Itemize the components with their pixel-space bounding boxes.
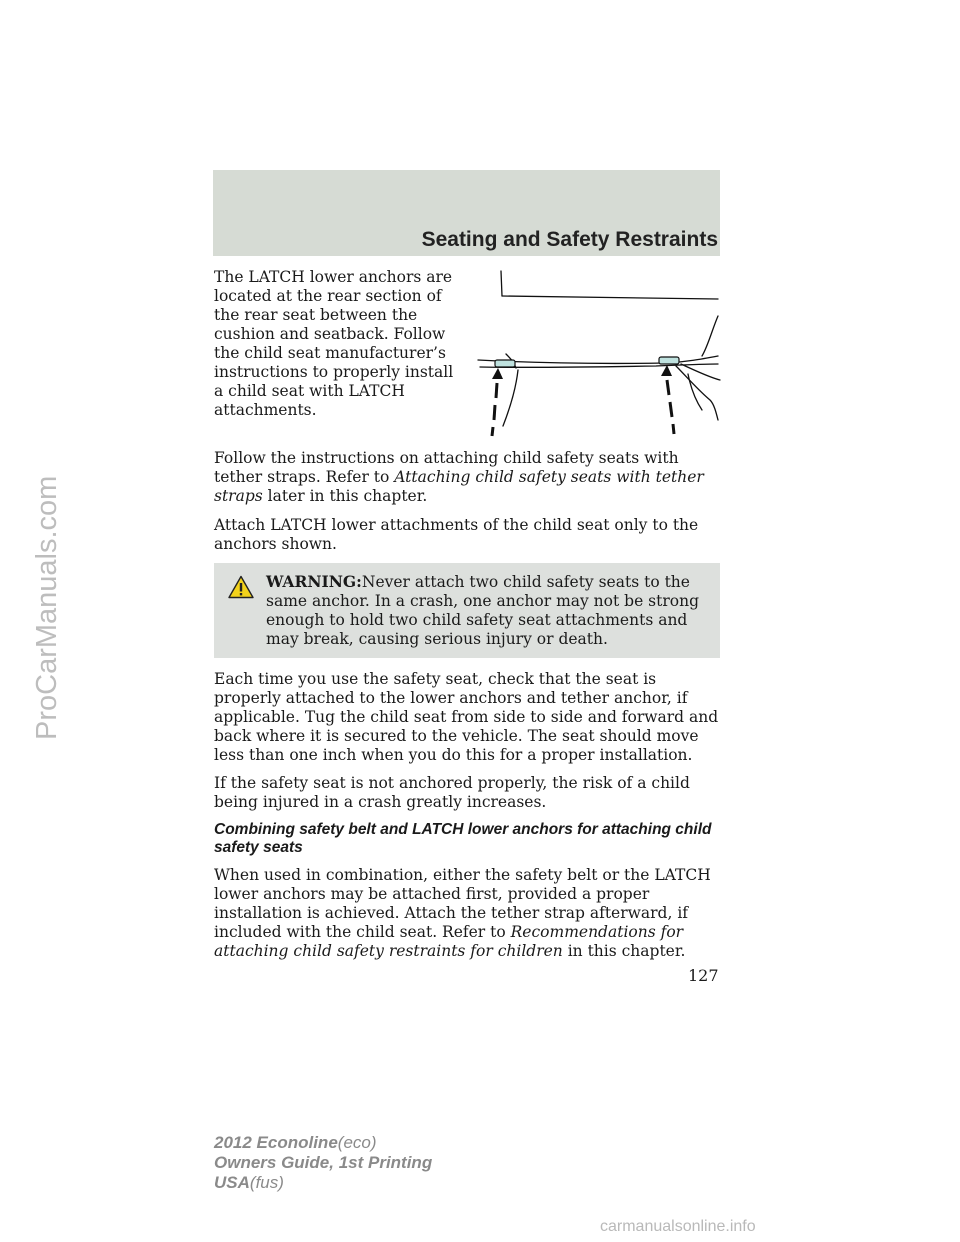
- warning-label: WARNING:: [266, 572, 362, 591]
- intro-paragraph: The LATCH lower anchors are located at the rear section of the rear seat between the cushion and seatback. Follow the child seat manufacturer’s instructions to properly install a child seat with LATCH attachments.: [214, 268, 454, 419]
- combination-text-start: When used in combination, either the safety belt or the LATCH lower anchors may be attached first, provided a proper installation is achieved. Attach the tether strap afterward, if included with the child seat. Refer to: [214, 866, 711, 941]
- footer-model: 2012 Econoline: [214, 1133, 338, 1152]
- section-header-band: [213, 170, 720, 256]
- warning-body: Never attach two child safety seats to the same anchor. In a crash, one anchor may not be strong enough to hold two child safety seat attachments and may break, causing serious injury or death.: [266, 573, 700, 648]
- document-footer: [214, 1133, 432, 1193]
- tether-strap-reference: Attaching child safety seats with tether straps: [214, 468, 704, 505]
- latch-attachment-paragraph: Attach LATCH lower attachments of the child seat only to the anchors shown.: [214, 516, 699, 553]
- watermark-text: ProCarManuals.com: [31, 475, 63, 740]
- recommendations-reference: Recommendations for attaching child safety restraints for children: [214, 923, 684, 960]
- warning-box: [214, 563, 720, 658]
- page-number: 127: [688, 966, 719, 985]
- side-watermark: [11, 475, 63, 740]
- main-content: [214, 449, 720, 970]
- latch-anchor-diagram: [476, 268, 722, 438]
- warning-triangle-icon: [228, 575, 254, 599]
- combination-paragraph: [214, 866, 720, 961]
- combining-anchors-heading: Combining safety belt and LATCH lower anchors for attaching child safety seats: [214, 821, 712, 856]
- footer-guide: Owners Guide, 1st Printing: [214, 1153, 433, 1172]
- warning-text: [219, 572, 714, 649]
- footer-model-line: [214, 1133, 432, 1153]
- section-title: Seating and Safety Restraints: [421, 228, 718, 251]
- footer-guide-line: [214, 1153, 432, 1173]
- installation-check-paragraph: Each time you use the safety seat, check that the seat is properly attached to the lower anchors and tether anchor, if applicable. Tug the child seat from side to side and forward and back where it is secured to the vehicle. The seat should move less than one inch when you do this for a proper installation.: [214, 670, 719, 764]
- footer-model-code: (eco): [337, 1133, 377, 1152]
- combination-text-end: in this chapter.: [562, 942, 686, 960]
- tether-strap-text-end: later in this chapter.: [262, 487, 428, 505]
- tether-strap-text-start: Follow the instructions on attaching child safety seats with tether straps. Refer to: [214, 449, 679, 486]
- tether-strap-paragraph: [214, 449, 720, 506]
- risk-paragraph: If the safety seat is not anchored properly, the risk of a child being injured in a crash greatly increases.: [214, 774, 690, 811]
- footer-region-line: [214, 1173, 432, 1193]
- site-footer-watermark: carmanualsonline.info: [600, 1218, 756, 1235]
- footer-region-code: (fus): [249, 1173, 284, 1192]
- footer-region: USA: [214, 1173, 250, 1192]
